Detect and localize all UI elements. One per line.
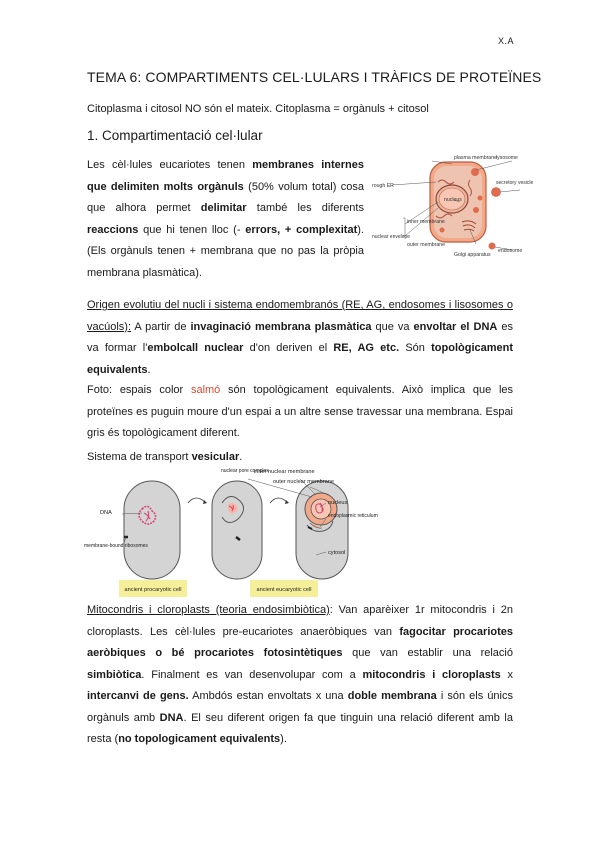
label-er: endoplasmic reticulum (328, 513, 378, 519)
paragraph-vesicular: Sistema de transport vesicular. (87, 451, 243, 463)
section-heading: 1. Compartimentació cel·lular (87, 128, 263, 143)
label-outer-membrane: outer membrane (407, 242, 446, 248)
label-ancient-procaryotic-cell: ancient procaryotic cell (124, 587, 182, 593)
page-title: TEMA 6: COMPARTIMENTS CEL·LULARS I TRÀFICS DE PROTEÏNES (87, 69, 542, 85)
label-ancient-eucaryotic-cell: ancient eucaryotic cell (256, 587, 312, 593)
label-ribosomes: membrane-bound ribosomes (84, 543, 148, 549)
subtitle: Citoplasma i citosol NO són el mateix. Citoplasma = orgànuls + citosol (87, 103, 429, 115)
label-dna: DNA (100, 510, 112, 516)
label-nucleus: nucleus (444, 197, 462, 203)
label-plasma-membrane: plasma membrane (454, 155, 497, 161)
label-inner-nuclear-membrane: inner nuclear membrane (254, 469, 315, 475)
paragraph-nucleus-origin: Origen evolutiu del nucli i sistema endomembranós (RE, AG, endosomes i lisosomes o vacúols): A partir de invaginació membrana plasmàtica que va envoltar el DNA es va formar l'embolcall nuclear d'on deriven el RE, AG etc. Són topològicament equivalents. (87, 299, 514, 376)
nucleus-evolution-diagram (84, 467, 378, 599)
author-initials: X.A (497, 36, 514, 46)
label-outer-nuclear-membrane: outer nuclear membrane (273, 479, 334, 485)
label-nuclear-pore-complex: nuclear pore complex (221, 468, 269, 474)
label-nucleus-2: nucleus (328, 500, 348, 506)
paragraph-compartments: Les cèl·lules eucariotes tenen membranes internes que delimiten molts orgànuls (50% volum total) cosa que alhora permet delimitar també les diferents reaccions que hi tenen lloc (- errors, + complexitat). (Els orgànuls tenen + membrana que no pas la pròpia membrana plasmàtica). (87, 159, 365, 279)
label-inner-membrane: inner membrane (407, 219, 445, 225)
eukaryotic-cell-diagram (372, 152, 534, 268)
label-secretory-vesicle: secretory vesicle (496, 180, 534, 186)
label-golgi: Golgi apparatus (454, 252, 491, 258)
label-cytosol: cytosol (328, 550, 346, 556)
label-nuclear-envelope: nuclear envelope (372, 234, 411, 240)
label-lysosome: lysosome (496, 155, 518, 161)
paragraph-endosymbiotic: Mitocondris i cloroplasts (teoria endosimbiòtica): Van aparèixer 1r mitocondris i 2n cloroplasts. Les cèl·lules pre-eucariotes anaeròbiques van fagocitar procariotes aeròbiques o bé procariotes fotosintètiques que van establir una relació simbiòtica. Finalment es van desenvolupar com a mitocondris i cloroplasts x intercanvi de gens. Ambdós estan envoltats x una doble membrana i són els únics orgànuls amb DNA. El seu diferent origen fa que tinguin una relació diferent amb la resta (no topologicament equivalents). (87, 604, 514, 745)
label-endosome: endosome (498, 248, 523, 254)
label-rough-er: rough ER (372, 183, 394, 189)
paragraph-photo-note: Foto: espais color salmó són topològicament equivalents. Això implica que les proteïnes es puguin moure d'un espai a un altre sense travessar una membrana. Espai gris és topològicament diferent. (87, 384, 514, 439)
